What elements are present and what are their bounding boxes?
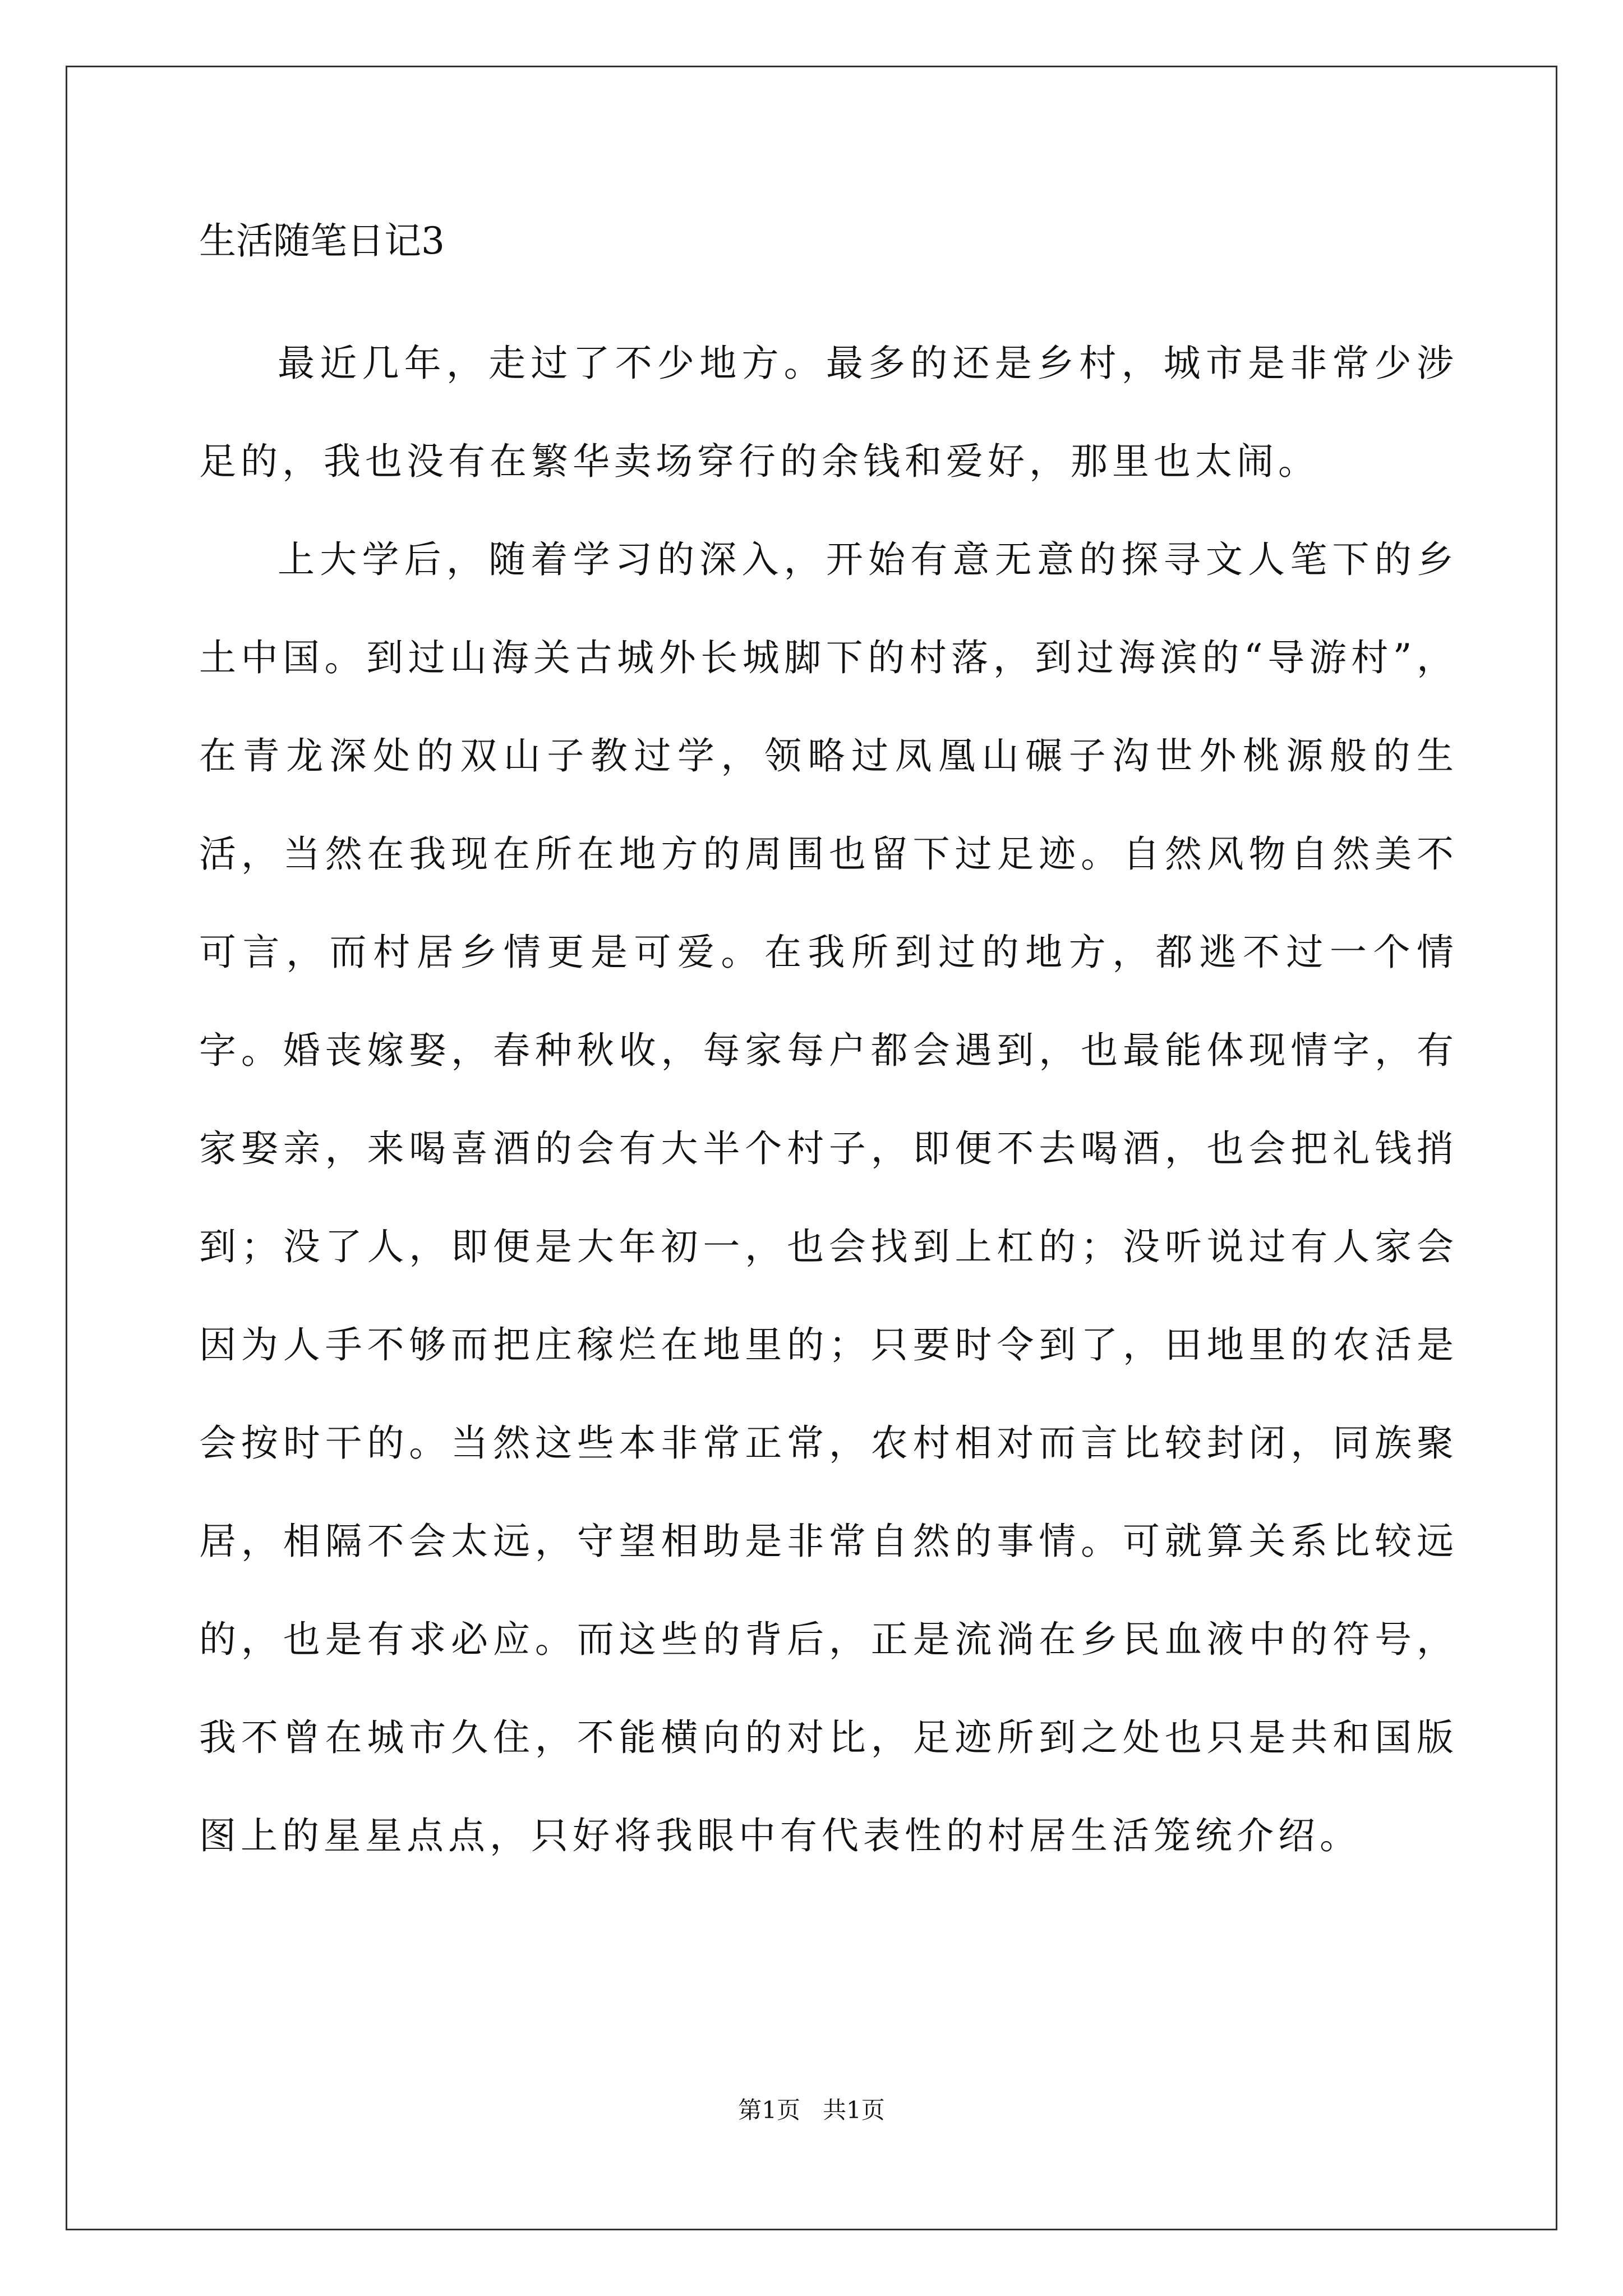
paragraph-1: 最近几年，走过了不少地方。最多的还是乡村，城市是非常少涉足的，我也没有在繁华卖场穿行的余钱和爱好，那里也太闹。 (199, 342, 1458, 483)
paragraph-2: 上大学后，随着学习的深入，开始有意无意的探寻文人笔下的乡土中国。到过山海关古城外长城脚下的村落，到过海滨的“导游村”，在青龙深处的双山子教过学，领略过凤凰山碾子沟世外桃源般的生活，当然在我现在所在地方的周围也留下过足迹。自然风物自然美不可言，而村居乡情更是可爱。在我所到过的地方，都逃不过一个情字。婚丧嫁娶，春种秋收，每家每户都会遇到，也最能体现情字，有家娶亲，来喝喜酒的会有大半个村子，即便不去喝酒，也会把礼钱捎到；没了人，即便是大年初一，也会找到上杠的；没听说过有人家会因为人手不够而把庄稼烂在地里的；只要时令到了，田地里的农活是会按时干的。当然这些本非常正常，农村相对而言比较封闭，同族聚居，相隔不会太远，守望相助是非常自然的事情。可就算关系比较远的，也是有求必应。而这些的背后，正是流淌在乡民血液中的符号，我不曾在城市久住，不能横向的对比，足迹所到之处也只是共和国版图上的星星点点，只好将我眼中有代表性的村居生活笼统介绍。 (199, 538, 1458, 1857)
document-title: 生活随笔日记3 (199, 219, 445, 263)
document-body (199, 213, 1458, 1885)
page-footer: 第1页 共1页 (738, 2096, 885, 2124)
